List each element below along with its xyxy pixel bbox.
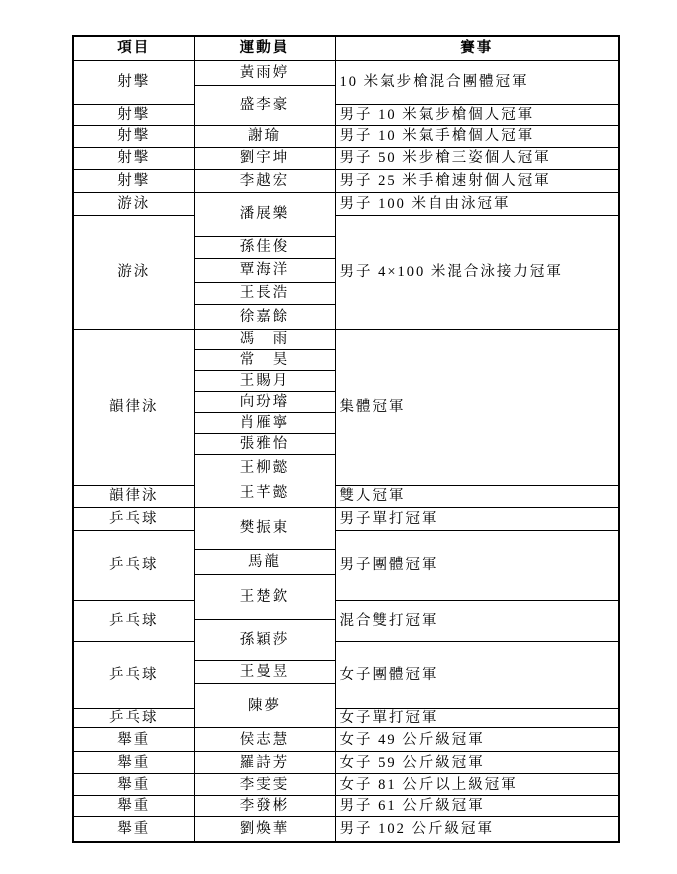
- athlete-cell: 覃海洋: [194, 259, 335, 283]
- table-row: [73, 126, 619, 148]
- event-cell: 乒乓球: [73, 601, 194, 642]
- athlete-name-line: 王芊懿: [239, 485, 290, 501]
- athlete-cell: 李越宏: [194, 170, 335, 193]
- event-cell: 乒乓球: [73, 508, 194, 531]
- athlete-cell: 向玢璿: [194, 392, 335, 413]
- athlete-cell: 潘展樂: [194, 193, 335, 237]
- athlete-cell: 王長浩: [194, 283, 335, 305]
- event-cell: 射擊: [73, 105, 194, 126]
- table-row: [73, 601, 619, 620]
- table-row: [73, 774, 619, 796]
- competition-cell: 男子 4×100 米混合泳接力冠軍: [335, 216, 619, 330]
- event-cell: 乒乓球: [73, 642, 194, 709]
- table-row: [73, 105, 619, 126]
- table-row: [73, 531, 619, 550]
- header-competition: 賽事: [335, 36, 619, 61]
- table-row: [73, 728, 619, 752]
- athlete-cell: 常 昊: [194, 350, 335, 371]
- competition-cell: 混合雙打冠軍: [335, 601, 619, 642]
- table-row: [73, 193, 619, 216]
- table-row: [73, 796, 619, 817]
- athlete-cell: 肖雁寧: [194, 413, 335, 434]
- competition-cell: 男子 10 米氣手槍個人冠軍: [335, 126, 619, 148]
- event-cell: 舉重: [73, 817, 194, 842]
- event-cell: 舉重: [73, 796, 194, 817]
- athlete-cell: 羅詩芳: [194, 752, 335, 774]
- header-row: [73, 36, 619, 61]
- event-cell: 舉重: [73, 728, 194, 752]
- athlete-cell: 謝瑜: [194, 126, 335, 148]
- athlete-cell: 王賜月: [194, 371, 335, 392]
- champions-table: [72, 35, 620, 843]
- table-row: [73, 61, 619, 86]
- table-row: [73, 709, 619, 728]
- event-cell: 射擊: [73, 148, 194, 170]
- event-cell: 乒乓球: [73, 531, 194, 601]
- athlete-cell: 劉煥華: [194, 817, 335, 842]
- table-row: [73, 486, 619, 508]
- athlete-cell: 王曼昱: [194, 661, 335, 684]
- event-cell: 舉重: [73, 752, 194, 774]
- table-row: [73, 508, 619, 531]
- athlete-cell: 李發彬: [194, 796, 335, 817]
- athlete-cell: 馮 雨: [194, 330, 335, 350]
- event-cell: 射擊: [73, 61, 194, 105]
- event-cell: 游泳: [73, 193, 194, 216]
- header-athlete: 運動員: [194, 36, 335, 61]
- competition-cell: 男子單打冠軍: [335, 508, 619, 531]
- athlete-cell: 陳夢: [194, 684, 335, 728]
- header-event: 項目: [73, 36, 194, 61]
- table-row: [73, 148, 619, 170]
- athlete-cell: 樊振東: [194, 508, 335, 550]
- event-cell: 射擊: [73, 126, 194, 148]
- competition-cell: 男子 102 公斤級冠軍: [335, 817, 619, 842]
- athlete-cell: 李雯雯: [194, 774, 335, 796]
- competition-cell: 女子單打冠軍: [335, 709, 619, 728]
- athlete-cell: [194, 455, 335, 508]
- event-cell: 游泳: [73, 216, 194, 330]
- table-row: [73, 330, 619, 350]
- competition-cell: 女子 59 公斤級冠軍: [335, 752, 619, 774]
- athlete-cell: 孫佳俊: [194, 237, 335, 259]
- table-row: [73, 817, 619, 842]
- athlete-cell: 馬龍: [194, 550, 335, 575]
- competition-cell: 雙人冠軍: [335, 486, 619, 508]
- athlete-cell: 侯志慧: [194, 728, 335, 752]
- athlete-cell: 黃雨婷: [194, 61, 335, 86]
- table-row: [73, 752, 619, 774]
- athlete-cell: 劉宇坤: [194, 148, 335, 170]
- athlete-cell: 徐嘉餘: [194, 305, 335, 330]
- competition-cell: 男子 50 米步槍三姿個人冠軍: [335, 148, 619, 170]
- competition-cell: 女子 81 公斤以上級冠軍: [335, 774, 619, 796]
- athlete-cell: 張雅怡: [194, 434, 335, 455]
- table-row: [73, 216, 619, 237]
- athlete-cell: 王楚欽: [194, 575, 335, 620]
- athlete-cell: 盛李豪: [194, 86, 335, 126]
- event-cell: 射擊: [73, 170, 194, 193]
- competition-cell: 女子 49 公斤級冠軍: [335, 728, 619, 752]
- competition-cell: 男子 25 米手槍速射個人冠軍: [335, 170, 619, 193]
- event-cell: 韻律泳: [73, 486, 194, 508]
- athlete-cell: 孫穎莎: [194, 620, 335, 661]
- competition-cell: 男子 100 米自由泳冠軍: [335, 193, 619, 216]
- competition-cell: 女子團體冠軍: [335, 642, 619, 709]
- event-cell: 舉重: [73, 774, 194, 796]
- competition-cell: 男子 10 米氣步槍個人冠軍: [335, 105, 619, 126]
- event-cell: 韻律泳: [73, 330, 194, 486]
- athlete-name-line: 王柳懿: [239, 460, 290, 476]
- table-row: [73, 642, 619, 661]
- competition-cell: 集體冠軍: [335, 330, 619, 486]
- competition-cell: 男子團體冠軍: [335, 531, 619, 601]
- event-cell: 乒乓球: [73, 709, 194, 728]
- table-row: [73, 170, 619, 193]
- competition-cell: 10 米氣步槍混合團體冠軍: [335, 61, 619, 105]
- competition-cell: 男子 61 公斤級冠軍: [335, 796, 619, 817]
